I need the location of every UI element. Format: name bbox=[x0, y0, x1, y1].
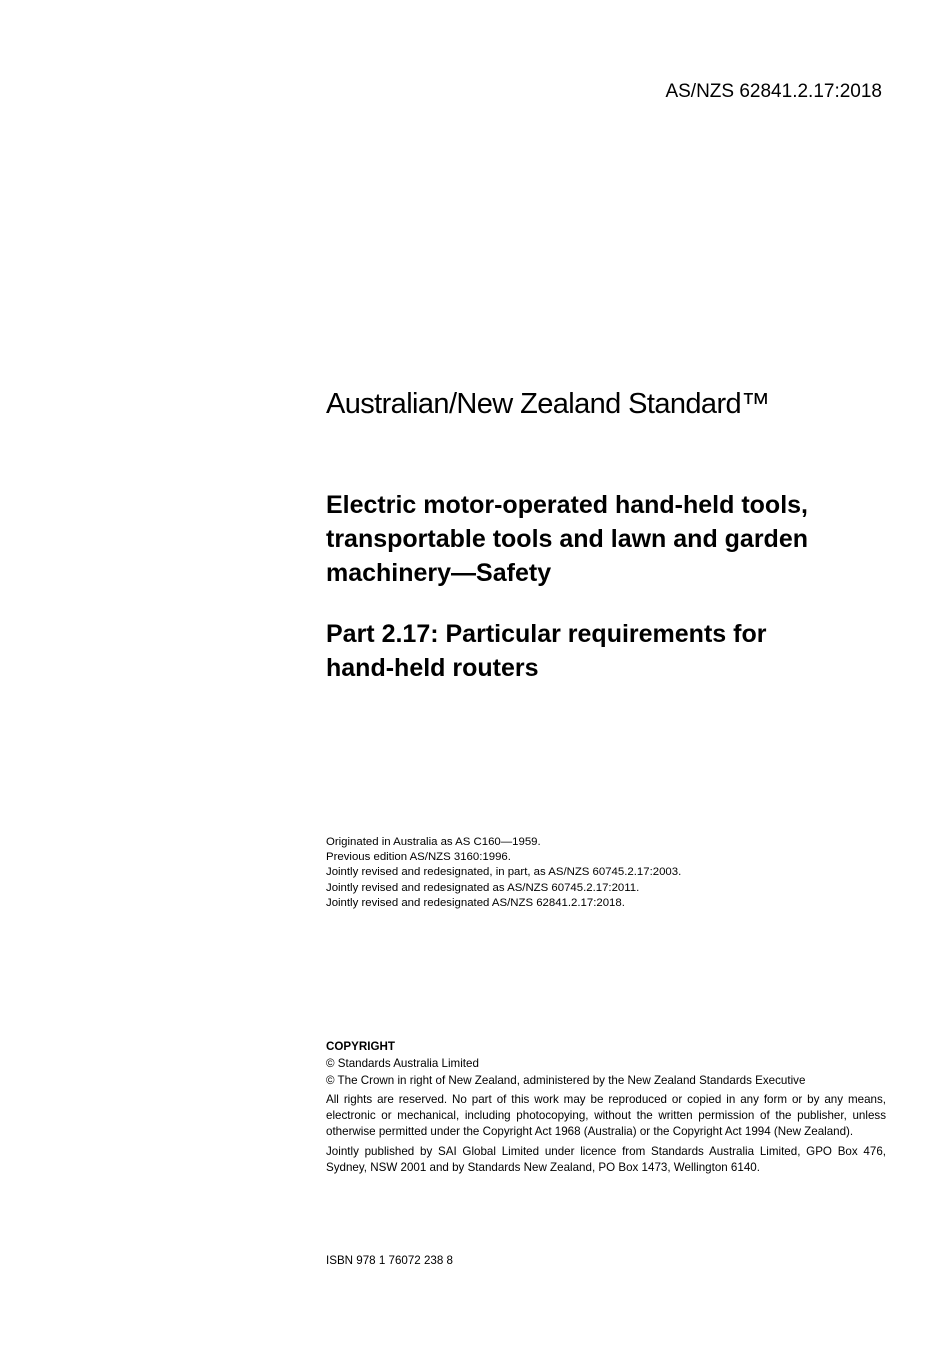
standard-type: Australian/New Zealand Standard™ bbox=[326, 388, 770, 420]
publication-history bbox=[326, 835, 886, 911]
history-line: Originated in Australia as AS C160—1959. bbox=[326, 836, 541, 848]
copyright-heading: COPYRIGHT bbox=[326, 1040, 395, 1053]
copyright-notice bbox=[326, 1039, 886, 1175]
part-title bbox=[326, 617, 886, 685]
title-line: machinery—Safety bbox=[326, 559, 552, 587]
publisher-statement: Jointly published by SAI Global Limited under licence from Standards Australia Limited, GPO Box 476, Sydney, NSW 2001 and by Standards New Zealand, PO Box 1473, Wellington 6140. bbox=[326, 1144, 886, 1174]
history-line: Jointly revised and redesignated AS/NZS 62841.2.17:2018. bbox=[326, 896, 625, 909]
title-line: transportable tools and lawn and garden bbox=[326, 525, 809, 553]
title-line: Electric motor-operated hand-held tools, bbox=[326, 491, 808, 519]
isbn: ISBN 978 1 76072 238 8 bbox=[326, 1254, 453, 1267]
history-line: Jointly revised and redesignated as AS/NZS 60745.2.17:2011. bbox=[326, 881, 640, 894]
history-line: Jointly revised and redesignated, in part, as AS/NZS 60745.2.17:2003. bbox=[326, 866, 682, 879]
document-title bbox=[326, 488, 886, 590]
copyright-owner-nz: © The Crown in right of New Zealand, administered by the New Zealand Standards Executive bbox=[326, 1073, 806, 1087]
document-number: AS/NZS 62841.2.17:2018 bbox=[665, 81, 882, 102]
part-title-line: hand-held routers bbox=[326, 654, 539, 682]
copyright-owner-au: © Standards Australia Limited bbox=[326, 1056, 479, 1070]
rights-statement: All rights are reserved. No part of this work may be reproduced or copied in any form or by any means, electronic or mechanical, including photocopying, without the written permission of the publisher, unless otherwise permitted under the Copyright Act 1968 (Australia) or the Copyright Act 1994 (New Zealand). bbox=[326, 1093, 886, 1138]
history-line: Previous edition AS/NZS 3160:1996. bbox=[326, 851, 511, 864]
part-title-line: Part 2.17: Particular requirements for bbox=[326, 620, 767, 648]
